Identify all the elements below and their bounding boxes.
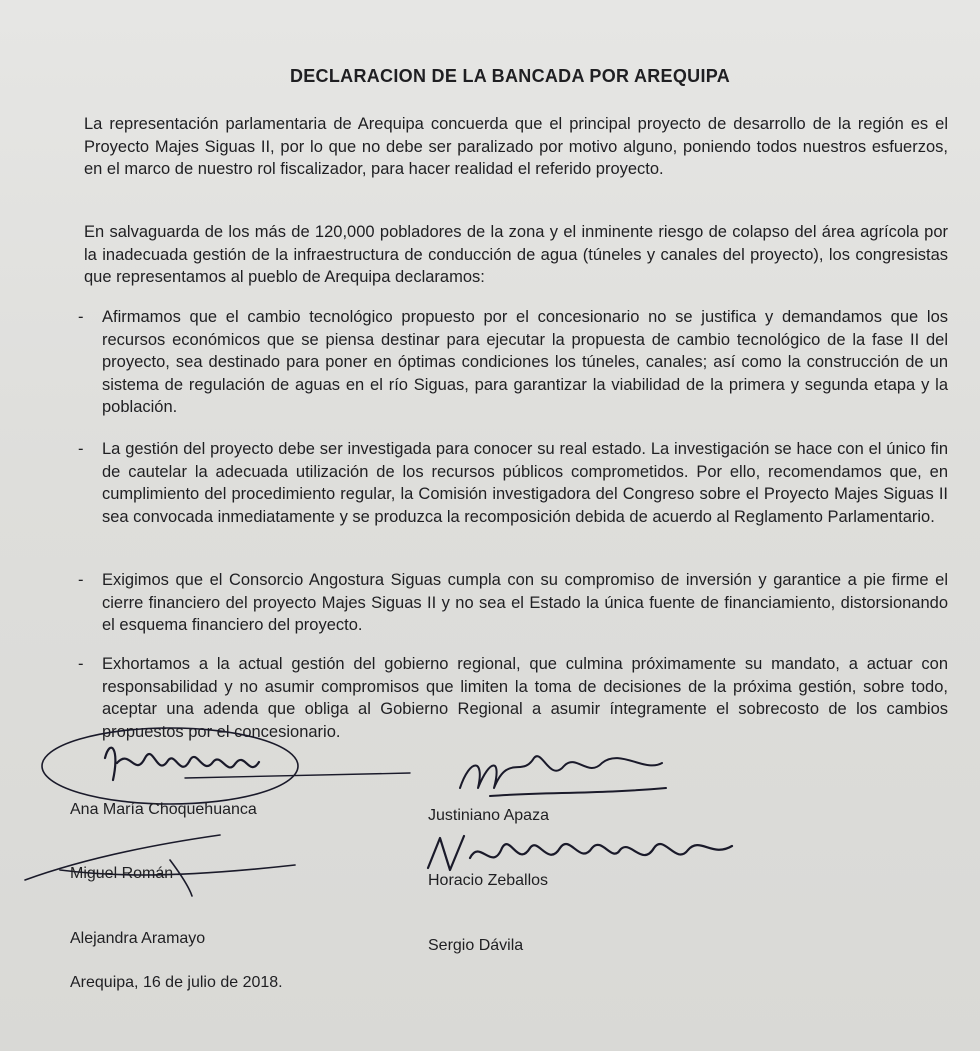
bullet-dash: - bbox=[78, 308, 84, 326]
signatory-name: Sergio Dávila bbox=[428, 937, 524, 954]
signatory-name: Alejandra Aramayo bbox=[70, 930, 206, 947]
bullet-item bbox=[78, 306, 948, 419]
signature-apaza bbox=[430, 738, 690, 808]
intro-paragraph: La representación parlamentaria de Arequipa concuerda que el principal proyecto de desarrollo de la región es el Proyecto Majes Siguas II, por lo que no debe ser paralizado por motivo alguno, poniendo todos nuestros esfuerzos, en el marco de nuestro rol fiscalizador, para hacer realidad el referido proyecto. bbox=[84, 115, 948, 178]
signatory-name: Miguel Román bbox=[70, 865, 174, 882]
bullet-item bbox=[78, 653, 948, 743]
document-title: DECLARACION DE LA BANCADA POR AREQUIPA bbox=[289, 66, 731, 86]
bullet-dash: - bbox=[78, 655, 84, 673]
bullet-text: Afirmamos que el cambio tecnológico propuesto por el concesionario no se justifica y demandamos que los recursos económicos que se piensa destinar para ejecutar la propuesta de cambio tecnológico de la fase II del proyecto, sea destinado para poner en óptimas condiciones los túneles, canales; así como la construcción de un sistema de regulación de aguas en el río Siguas, para garantizar la viabilidad de la primera y segunda etapa y la población. bbox=[102, 308, 948, 416]
bullet-dash: - bbox=[78, 571, 84, 589]
signatory-name: Ana María Choquehuanca bbox=[70, 801, 257, 818]
signatory-name: Horacio Zeballos bbox=[428, 872, 549, 889]
bullet-text: Exhortamos a la actual gestión del gobierno regional, que culmina próximamente su mandato, a actuar con responsabilidad y no asumir compromisos que limiten la toma de decisiones de la próxima gestión, sobre todo, aceptar una adenda que obliga al Gobierno Regional a asumir íntegramente el sobrecosto de los cambios propuestos por el concesionario. bbox=[102, 655, 948, 741]
bullet-text: La gestión del proyecto debe ser investigada para conocer su real estado. La investigación se hace con el único fin de cautelar la adecuada utilización de los recursos públicos comprometidos. Por ello, recomendamos que, en cumplimiento del procedimiento regular, la Comisión investigadora del Congreso sobre el Proyecto Majes Siguas II sea convocada inmediatamente y se produzca la recomposición debida de acuerdo al Reglamento Parlamentario. bbox=[102, 440, 948, 526]
bullet-item bbox=[78, 438, 948, 528]
bullet-item bbox=[78, 569, 948, 637]
bullet-dash: - bbox=[78, 440, 84, 458]
bullet-text: Exigimos que el Consorcio Angostura Siguas cumpla con su compromiso de inversión y garantice a pie firme el cierre financiero del proyecto Majes Siguas II y no sea el Estado la única fuente de financiamiento, distorsionando el esquema financiero del proyecto. bbox=[102, 571, 948, 634]
signatory-name: Justiniano Apaza bbox=[428, 807, 549, 824]
context-paragraph: En salvaguarda de los más de 120,000 pobladores de la zona y el inminente riesgo de colapso del área agrícola por la inadecuada gestión de la infraestructura de conducción de agua (túneles y canales del proyecto), los congresistas que representamos al pueblo de Arequipa declaramos: bbox=[84, 223, 948, 286]
place-date: Arequipa, 16 de julio de 2018. bbox=[70, 974, 283, 991]
